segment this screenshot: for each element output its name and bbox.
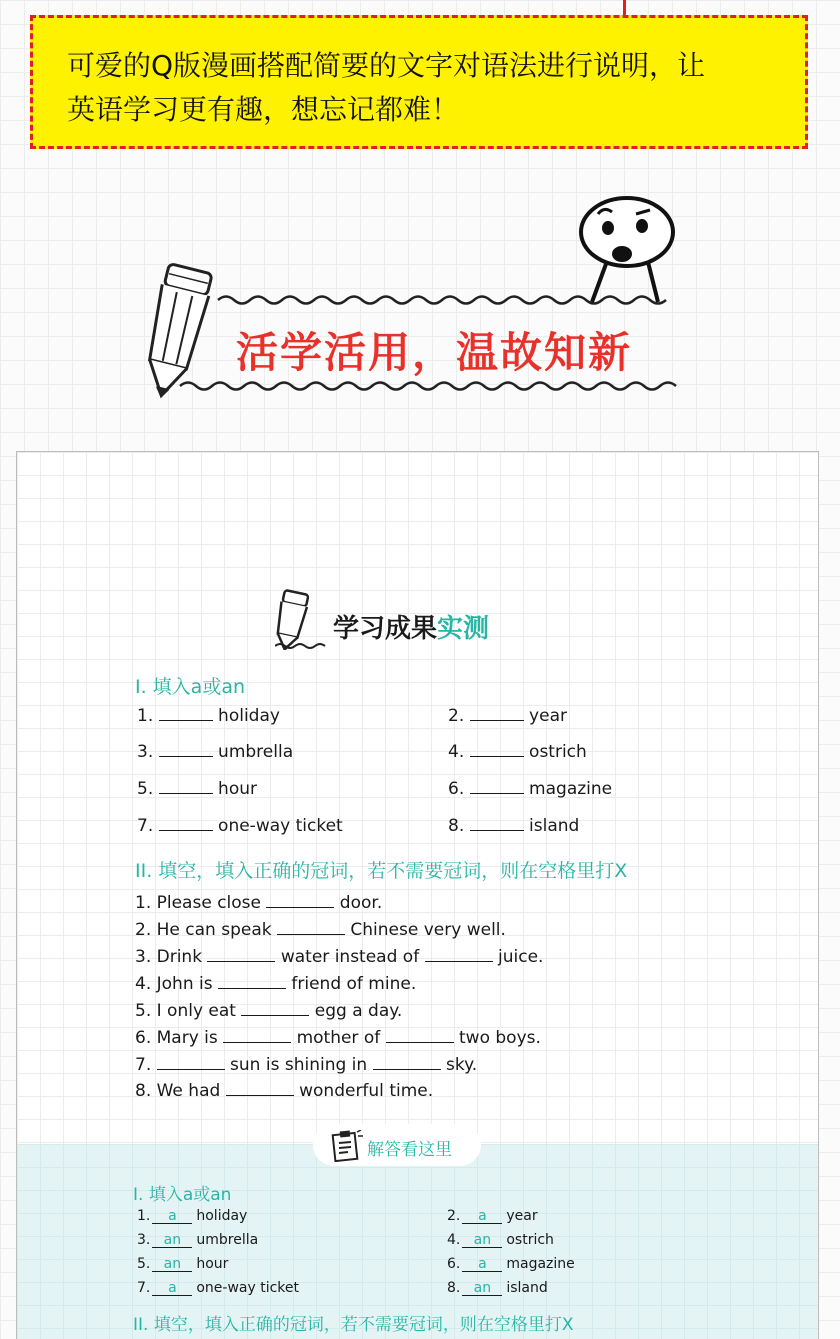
- answer-part2-title: II. 填空，填入正确的冠词，若不需要冠词，则在空格里打X: [133, 1315, 574, 1335]
- answer-item: 8. an island: [447, 1280, 548, 1296]
- sentence-item: 2. He can speak Chinese very well.: [135, 920, 506, 940]
- wavy-line-bottom-icon: [180, 383, 676, 390]
- question-item: 2. year: [448, 706, 567, 726]
- callout-line-2: 英语学习更有趣，想忘记都难！: [67, 93, 460, 126]
- sentence-item: 6. Mary is mother of two boys.: [135, 1028, 541, 1048]
- question-item: 3. umbrella: [137, 742, 294, 762]
- banner-title: 活学活用，温故知新: [236, 328, 633, 377]
- sentence-item: 1. Please close door.: [135, 893, 383, 913]
- sentence-item: 5. I only eat egg a day.: [135, 1001, 403, 1021]
- part1-title: I. 填入a或an: [135, 676, 246, 698]
- question-item: 6. magazine: [448, 779, 613, 799]
- answer-section: [17, 1140, 819, 1339]
- answer-item: 5. an hour: [137, 1256, 229, 1272]
- quiz-heading: [275, 586, 575, 646]
- answer-tab-label: 解答看这里: [367, 1140, 452, 1160]
- quiz-card: [16, 451, 819, 1339]
- sentence-item: 3. Drink water instead of juice.: [135, 947, 544, 967]
- feature-callout: [30, 15, 808, 149]
- clipboard-icon: [331, 1130, 365, 1162]
- answer-item: 1. a holiday: [137, 1208, 248, 1224]
- callout-line-1: 可爱的Q版漫画搭配简要的文字对语法进行说明，让: [67, 49, 706, 82]
- question-item: 5. hour: [137, 779, 257, 799]
- answer-tab: [313, 1124, 481, 1166]
- part2-title: II. 填空，填入正确的冠词，若不需要冠词，则在空格里打X: [135, 860, 628, 882]
- answer-item: 2. a year: [447, 1208, 538, 1224]
- connector-line: [623, 0, 626, 16]
- wavy-line-top-icon: [218, 297, 666, 304]
- question-item: 7. one-way ticket: [137, 816, 343, 836]
- question-item: 1. holiday: [137, 706, 280, 726]
- answer-item: 6. a magazine: [447, 1256, 575, 1272]
- quiz-title: 学习成果实测: [333, 614, 490, 644]
- small-pencil-icon: [275, 586, 335, 650]
- answer-item: 7. a one-way ticket: [137, 1280, 300, 1296]
- question-item: 4. ostrich: [448, 742, 587, 762]
- answer-item: 4. an ostrich: [447, 1232, 554, 1248]
- question-item: 8. island: [448, 816, 580, 836]
- cartoon-face-icon: [581, 198, 673, 302]
- sentence-item: 7. sun is shining in sky.: [135, 1055, 478, 1075]
- answer-item: 3. an umbrella: [137, 1232, 259, 1248]
- sentence-item: 4. John is friend of mine.: [135, 974, 417, 994]
- answer-part1-title: I. 填入a或an: [133, 1185, 232, 1205]
- pencil-icon: [140, 263, 214, 401]
- section-banner: [140, 196, 700, 406]
- sentence-item: 8. We had wonderful time.: [135, 1081, 434, 1101]
